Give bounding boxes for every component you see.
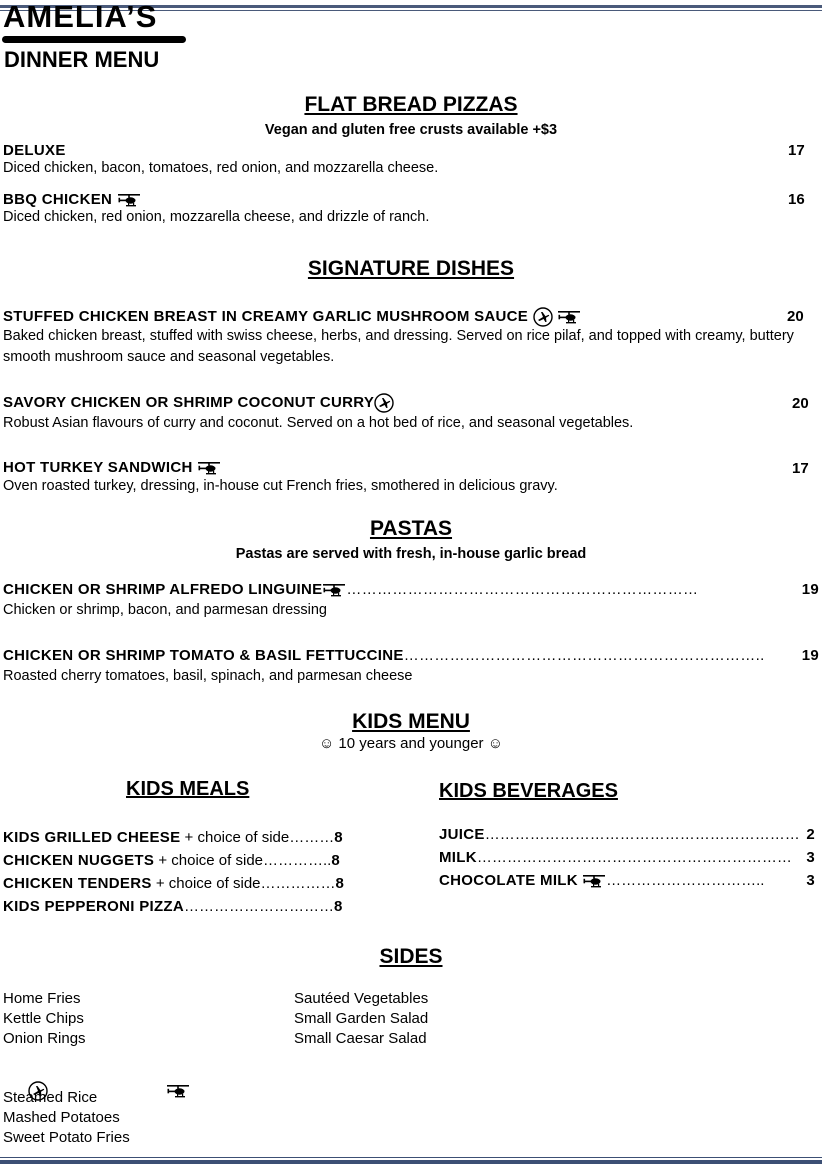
- menu-item-name: CHICKEN OR SHRIMP ALFREDO LINGUINE: [3, 581, 323, 598]
- menu-item-price: 19: [801, 647, 819, 664]
- list-item: Sweet Potato Fries: [3, 1129, 130, 1146]
- title-underline: [2, 36, 186, 43]
- menu-item-name: STUFFED CHICKEN BREAST IN CREAMY GARLIC MUSHROOM SAUCE: [3, 307, 529, 325]
- helicopter-icon: [557, 310, 581, 324]
- list-item: Kettle Chips: [3, 1010, 84, 1027]
- menu-item-description: Diced chicken, red onion, mozzarella cheese, and drizzle of ranch.: [3, 209, 430, 225]
- menu-item-description: Roasted cherry tomatoes, basil, spinach, and parmesan cheese: [3, 668, 413, 684]
- menu-item-price: 16: [788, 191, 805, 208]
- sides-column-2: [294, 989, 428, 1049]
- pastas-heading: PASTAS: [369, 517, 453, 540]
- helicopter-icon: [117, 193, 141, 207]
- helicopter-icon: [322, 583, 346, 597]
- list-item: Sautéed Vegetables: [294, 990, 429, 1007]
- list-item: MILK ……………………………………………………… 3: [439, 849, 815, 866]
- list-item: KIDS GRILLED CHEESE + choice of side………8: [3, 829, 343, 846]
- kids-note: ☺ 10 years and younger ☺: [318, 735, 504, 752]
- menu-item-name-row: [3, 393, 394, 413]
- sides-column-3: [3, 1088, 130, 1148]
- list-item: Small Garden Salad: [294, 1010, 429, 1027]
- kids-meals-list: [3, 826, 383, 918]
- bottom-border-thin: [0, 1157, 822, 1158]
- list-item: Home Fries: [3, 990, 81, 1007]
- kids-meals-heading: KIDS MEALS: [126, 778, 250, 800]
- airplane-icon: [533, 307, 553, 327]
- list-item: CHICKEN NUGGETS + choice of side…………..8: [3, 852, 341, 869]
- menu-item-price: 17: [792, 460, 809, 477]
- menu-item-price: 17: [788, 142, 805, 159]
- airplane-icon: [374, 393, 394, 413]
- menu-item-price: 19: [801, 581, 819, 598]
- menu-item-description: Robust Asian flavours of curry and coconut. Served on a hot bed of rice, and seasonal vegetables.: [3, 415, 634, 431]
- menu-item-description: Diced chicken, bacon, tomatoes, red onion, and mozzarella cheese.: [3, 160, 439, 176]
- menu-item-name: SAVORY CHICKEN OR SHRIMP COCONUT CURRY: [3, 393, 375, 411]
- list-item: KIDS PEPPERONI PIZZA…………………………8: [3, 898, 343, 915]
- list-item: Small Caesar Salad: [294, 1030, 427, 1047]
- menu-item-price: 20: [792, 395, 809, 412]
- list-item: Steamed Rice: [3, 1089, 98, 1106]
- menu-item-name: HOT TURKEY SANDWICH: [3, 459, 193, 476]
- menu-item-name-row: [3, 459, 221, 477]
- leader-dots: ……………………………………………………………..: [403, 647, 765, 664]
- flatbread-heading: FLAT BREAD PIZZAS: [304, 93, 518, 116]
- menu-item-price: 20: [787, 308, 804, 325]
- menu-item-name-row: [3, 307, 581, 327]
- kids-beverages-list: [439, 823, 815, 892]
- list-item: Onion Rings: [3, 1030, 86, 1047]
- menu-item-description: Oven roasted turkey, dressing, in-house cut French fries, smothered in delicious gravy.: [3, 478, 558, 494]
- sides-column-1: [3, 989, 86, 1049]
- menu-item-description: Baked chicken breast, stuffed with swiss cheese, herbs, and dressing. Served on rice pilaf, and topped with creamy, buttery smooth mushroom sauce and seasonal vegetables.: [3, 328, 794, 365]
- list-item: CHICKEN TENDERS + choice of side……………8: [3, 875, 345, 892]
- menu-item-description: Chicken or shrimp, bacon, and parmesan dressing: [3, 602, 327, 618]
- kids-beverages-heading: KIDS BEVERAGES: [439, 780, 618, 802]
- menu-item-name: BBQ CHICKEN: [3, 191, 113, 208]
- restaurant-title: AMELIA’S: [3, 0, 158, 34]
- menu-subtitle: DINNER MENU: [4, 47, 160, 72]
- bottom-border: [0, 1160, 822, 1164]
- pastas-note: Pastas are served with fresh, in-house garlic bread: [235, 546, 587, 562]
- leader-dots: ……………………………………………………………: [346, 581, 699, 598]
- list-item: CHOCOLATE MILK ………………………….. 3: [439, 872, 815, 889]
- sides-heading: SIDES: [379, 945, 443, 968]
- kids-heading: KIDS MENU: [352, 710, 470, 733]
- list-item: JUICE ……………………………………………………… 2: [439, 826, 815, 843]
- menu-item-name: CHICKEN OR SHRIMP TOMATO & BASIL FETTUCCINE: [3, 647, 404, 664]
- list-item: Mashed Potatoes: [3, 1109, 120, 1126]
- flatbread-note: Vegan and gluten free crusts available +$3: [264, 122, 558, 138]
- signature-heading: SIGNATURE DISHES: [307, 257, 515, 280]
- helicopter-icon: [166, 1084, 190, 1098]
- helicopter-icon: [582, 874, 606, 888]
- helicopter-icon: [197, 461, 221, 475]
- menu-item-name-row: [3, 581, 819, 599]
- menu-item-name: DELUXE: [3, 142, 66, 159]
- menu-item-name-row: [3, 647, 819, 665]
